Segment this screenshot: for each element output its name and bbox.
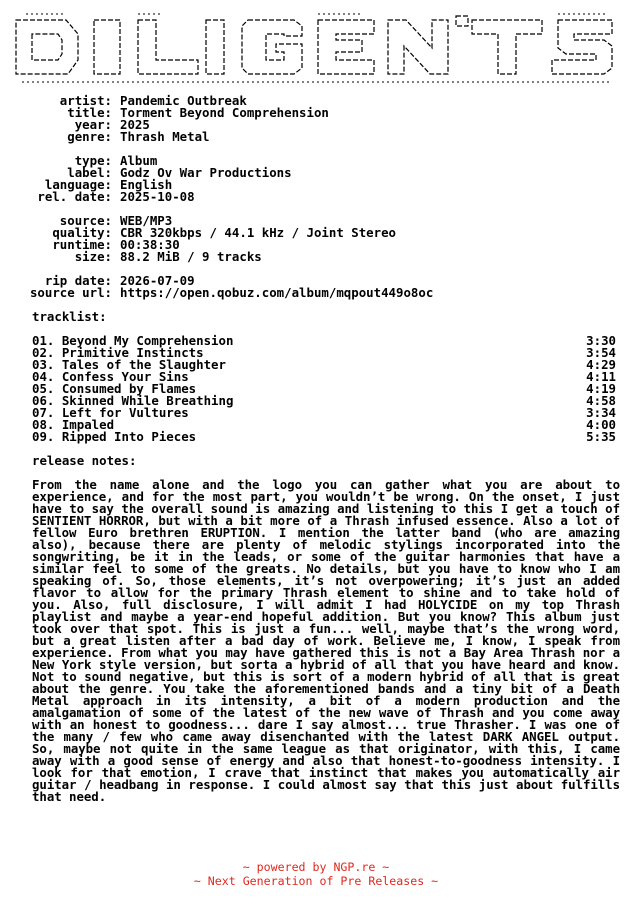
track-title: 07. Left for Vultures: [32, 405, 189, 420]
logo-letter-n: [388, 20, 448, 74]
track-duration: 4:58: [586, 393, 616, 408]
track-row: [32, 407, 616, 419]
track-title: 04. Confess Your Sins: [32, 369, 189, 384]
meta-group-source: [0, 215, 632, 263]
language-label: language:: [44, 177, 112, 192]
logo-letter-d: [16, 20, 78, 74]
label-label: label:: [67, 165, 112, 180]
meta-group-label: [0, 155, 632, 203]
title-value: Torment Beyond Comprehension: [120, 105, 329, 120]
rel-date-label: rel. date:: [37, 189, 112, 204]
artist-value: Pandemic Outbreak: [120, 93, 247, 108]
release-notes-title: release notes:: [32, 453, 137, 468]
title-label: title:: [67, 105, 112, 120]
logo-letter-s: [552, 20, 612, 74]
label-value: Godz Ov War Productions: [120, 165, 292, 180]
release-notes-body: From the name alone and the logo you can gather what you are about to experience, and for the most part, you wouldn’t be wrong. On the onset, I just have to say the overall sound is amazing and listening to this I get a touch of SENTIENT HORROR, but with a bit more of a Thrash infused essence. Also a lot of fellow Euro brethren ERUPTION. I mention the latter band (who are amazing also), because there are plenty of melodic stylings incorporated into the songwriting, be it in the leads, or some of the guitar harmonies that have a similar feel to some of the greats. No details, but you have to know who I am speaking of. So, those elements, it’s not overpowering; it’s just an added flavor to allow for the primary Thrash element to shine and to take hold of you. Also, full disclosure, I will admit I had HOLYCIDE on my top Thrash playlist and maybe a year-end hopeful addition. But you know? This album just took over that spot. This is just a fun... well, maybe that’s the wrong word, but a great listen after a bad day of work. Believe me, I know, I speak from experience. From what you may have gathered this is not a Bay Area Thrash nor a New York style version, but sorta a hybrid of all that you have heard and know. Not to sound negative, but this is sort of a modern hybrid of all that is great about the genre. You take the aforementioned bands and a tiny bit of a Death Metal approach in its intensity, a bit of a modern production and the amalgamation of some of the latest of the new wave of Thrash and you come away with an honest to goodness... dare I say almost... true Thrasher. I was one of the many / few who came away disenchanted with the latest DARK ANGEL output. So, maybe not quite in the same league as that originator, with this, I came away with a good sense of energy and also that honest-to-goodness intensity. I look for that emotion, I crave that instinct that makes you automatically air guitar / headbang in response. I could almost say that this just about fulfills that need.: [32, 477, 620, 804]
tracklist-title: tracklist:: [32, 309, 107, 324]
quality-label: quality:: [52, 225, 112, 240]
track-duration: 3:54: [586, 345, 616, 360]
track-duration: 4:19: [586, 381, 616, 396]
type-label: type:: [74, 153, 112, 168]
track-duration: 4:29: [586, 357, 616, 372]
year-value: 2025: [120, 117, 150, 132]
runtime-label: runtime:: [52, 237, 112, 252]
type-value: Album: [120, 153, 158, 168]
logo-letter-i: [94, 20, 120, 74]
track-title: 03. Tales of the Slaughter: [32, 357, 226, 372]
size-label: size:: [74, 249, 112, 264]
genre-value: Thrash Metal: [120, 129, 210, 144]
track-title: 05. Consumed by Flames: [32, 381, 197, 396]
logo-letter-t: [472, 20, 542, 74]
footer-powered-by: ~ powered by NGP.re ~: [242, 860, 390, 874]
track-title: 09. Ripped Into Pieces: [32, 429, 197, 444]
track-title: 08. Impaled: [32, 417, 115, 432]
logo-letter-l: [138, 20, 198, 74]
source-url-value: https://open.qobuz.com/album/mqpout449o8oc: [120, 285, 434, 300]
rip-date-value: 2026-07-09: [120, 273, 195, 288]
size-value: 88.2 MiB / 9 tracks: [120, 249, 262, 264]
logo-letter-e: [318, 20, 374, 74]
runtime-value: 00:38:30: [120, 237, 180, 252]
year-label: year:: [74, 117, 112, 132]
meta-group-rip: [0, 275, 632, 299]
track-duration: 5:35: [586, 429, 616, 444]
logo-letter-g: [242, 20, 302, 74]
footer-tagline: ~ Next Generation of Pre Releases ~: [193, 874, 439, 888]
rel-date-value: 2025-10-08: [120, 189, 195, 204]
logo-letter-i2: [206, 20, 224, 74]
logo-accent: [456, 16, 468, 26]
track-duration: 3:30: [586, 333, 616, 348]
track-duration: 4:11: [586, 369, 616, 384]
track-row: [32, 431, 616, 443]
language-value: English: [120, 177, 173, 192]
rip-date-label: rip date:: [44, 273, 112, 288]
artist-label: artist:: [59, 93, 112, 108]
source-url-label: source url:: [29, 285, 112, 300]
track-title: 02. Primitive Instincts: [32, 345, 204, 360]
source-label: source:: [59, 213, 112, 228]
track-duration: 3:34: [586, 405, 616, 420]
track-title: 01. Beyond My Comprehension: [32, 333, 234, 348]
ascii-logo: [12, 12, 620, 86]
genre-label: genre:: [67, 129, 112, 144]
meta-group-release: [0, 95, 632, 143]
quality-value: CBR 320kbps / 44.1 kHz / Joint Stereo: [120, 225, 397, 240]
track-title: 06. Skinned While Breathing: [32, 393, 234, 408]
source-value: WEB/MP3: [120, 213, 173, 228]
track-duration: 4:00: [586, 417, 616, 432]
